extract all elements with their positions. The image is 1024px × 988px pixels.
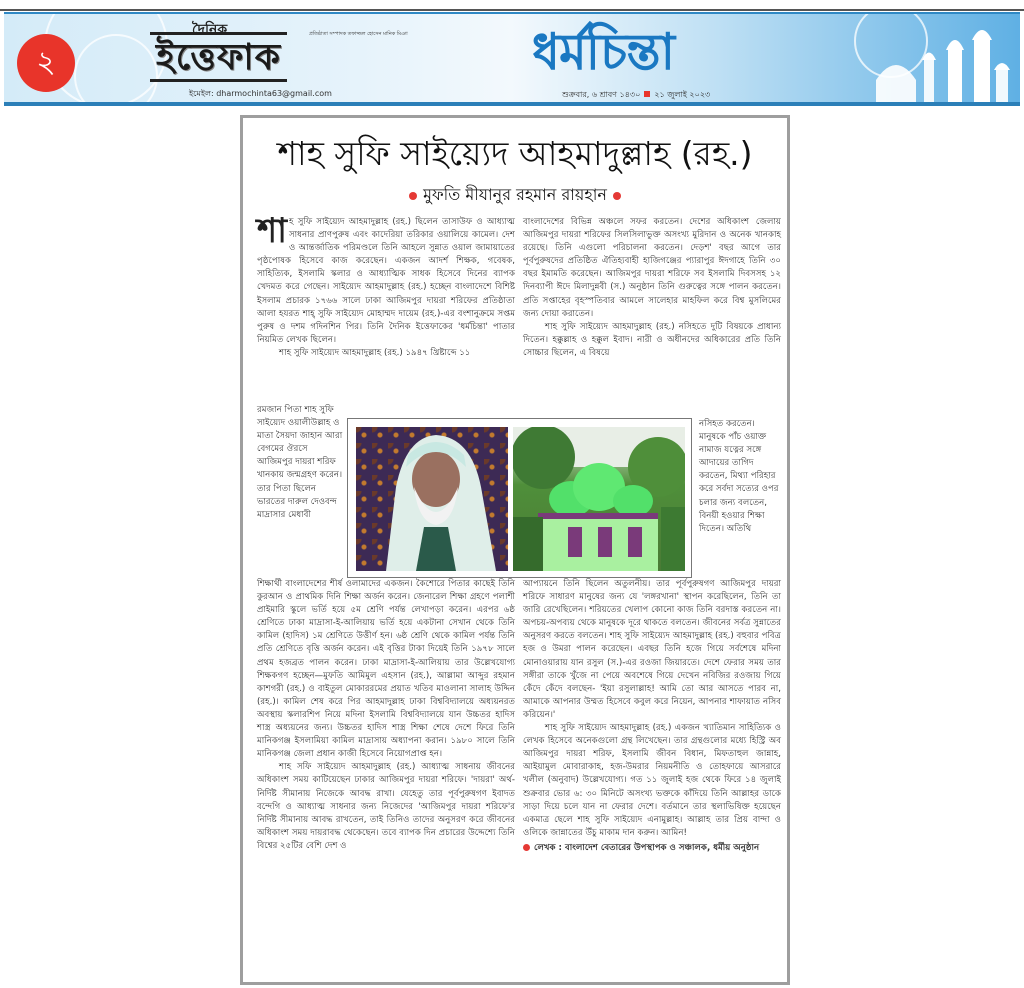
right-column-top (523, 216, 781, 416)
email-label: ইমেইল: (189, 89, 214, 98)
right-column-bottom (523, 578, 781, 978)
author-note-text: লেখক : বাংলাদেশ বেতারের উপস্থাপক ও সঞ্চালক, ধর্মীয় অনুষ্ঠান (534, 842, 760, 853)
photo-frame (347, 418, 692, 578)
portrait-image-icon (356, 427, 508, 571)
paragraph: বাংলাদেশের বিভিন্ন অঞ্চলে সফর করতেন। দেশের অধিকাংশ জেলায় আজিমপুর দায়রা শরিফের সিলসিলাভুক্ত অসংখ্য মুরিদান ও অনেক খানকাহ রয়েছে। তিনি এগুলো পরিচালনা করতেন। দেড়শ' বছর আগে তার পূর্বপুরুষদের প্রতিষ্ঠিত ঐতিহ্যবাহী হাজিগঞ্জের প্যারাপুর ঈদগাহে তিনি ৩০ বছর ইমামতি করেছেন। আজিমপুর দায়রা শরিফে সব ইসলামি দিবসসহ ১২ দিনব্যাপী ঈদে মিলাদুন্নবী (স.) অনুষ্ঠান তিনি গুরুত্বের সঙ্গে পালন করতেন। প্রতি সপ্তাহের বৃহস্পতিবার আমলে সালেহার মাহফিল করে বিশ্ব মুসলিমের জন্য দোয়া করাতেন। (523, 217, 781, 319)
newspaper-tagline: প্রতিষ্ঠাতা সম্পাদক তফাজ্জল হোসেন মানিক মিঞা (309, 31, 408, 37)
date-bangla: শুক্রবার, ৬ শ্রাবণ ১৪৩০ (562, 90, 641, 99)
page-number-badge: ২ (17, 34, 75, 92)
left-column-top (257, 211, 515, 401)
newspaper-logo: ইত্তেফাক (150, 32, 287, 82)
section-title: ধর্মচিন্তা (532, 23, 675, 81)
bullet-icon (409, 192, 417, 200)
paragraph: আপ্যায়নে তিনি ছিলেন অতুলনীয়। তার পূর্বপুরুষগণ আজিমপুর দায়রা শরিফে সাধারণ মানুষের জন্য যে 'লঙ্গরখানা' স্থাপন করেছিলেন, তিনি তা জারি রেখেছিলেন। শরিয়তের খেলাপ কোনো কাজ তিনি বরদাস্ত করতেন না। অপচয়-অপব্যয় থেকে মানুষকে দূরে থাকতে বলতেন। জীবনের সর্বত্র সুন্নাতের অনুসরণ করতে বলতেন। শাহ সুফি সাইয়্যেদ আহমাদুল্লাহ (রহ.) বহুবার পবিত্র হজ ও উমরা পালন করেছেন। এবছর তিনি হজে গিয়ে সর্বশেষে মদিনা মোনাওয়ারায় যান রসুল (স.)-এর রওজা জিয়ারতে। দেশে ফেরার সময় তার সঙ্গীরা তাকে খুঁজে না পেয়ে অবশেষে গিয়ে দেখেন নবিজির রওজায় গিয়ে কেঁদে কেঁদে বলছেন- 'ইয়া রসুলাল্লাহ! আমি তো আর আসতে পারব না, আমাকে আপনার উম্মত হিসেবে কবুল করে নিয়েন, আপনার শাফায়াত নসিব করিয়েন।' (523, 579, 781, 720)
mosque-photo (513, 427, 685, 571)
email-address[interactable]: dharmochinta63@gmail.com (216, 89, 332, 98)
mosque-illustration-icon (866, 20, 1016, 106)
paragraph: শাহ সফি সাইয়্যেদ আহমাদুল্লাহ (রহ.) আধ্যাত্ম সাধনায় জীবনের অধিকাংশ সময় কাটিয়েছেন ঢাকার আজিমপুর দায়রা শরিফে। 'দায়রা' অর্থ- নির্দিষ্ট সীমানায় নিজেকে আবদ্ধ রাখা। যেহেতু তার পূর্বপুরুষগণ ইবাদত বন্দেগি ও আধ্যাত্ম সাধনার জন্য নিজেদের 'আজিমপুর দায়রা শরিফে'র নির্দিষ্ট সীমানায় আবদ্ধ রাখতেন, তাই তিনিও তাদের অনুসরণ করে জীবনের অধিকাংশ সময় দায়রাবদ্ধ থেকেছেন। তবে ব্যাপক দিন প্রচারের উদ্দেশ্যে তিনি বিশ্বের ২৫টির বেশি দেশ ও (257, 762, 515, 851)
email-line (189, 88, 332, 101)
right-column-narrow (699, 418, 783, 576)
bullet-icon (613, 192, 621, 200)
page-header-banner (4, 12, 1020, 106)
paragraph: শিক্ষার্থী বাংলাদেশের শীর্ষ ওলামাদের একজন। কৈশোরে পিতার কাছেই তিনি কুরআন ও প্রাথমিক দিনি শিক্ষা অর্জন করেন। জেনারেল শিক্ষা গ্রহণে পলাশী প্রাইমারি স্কুলে ভর্তি হয়ে ৫ম শ্রেণি পর্যন্ত লেখাপড়া করেন। এরপর ৬ষ্ঠ শ্রেণিতে ঢাকা মাদ্রাসা-ই-আলিয়ায় ভর্তি হয়ে একটানা সেখান থেকে তিনি কামিল (হাদিস) ১ম শ্রেণিতে উত্তীর্ণ হন। ৬ষ্ঠ শ্রেণি থেকে কামিল পর্যন্ত তিনি প্রতি শ্রেণিতে বৃত্তি অর্জন করেন। এই বৃত্তির টাকা দিয়েই তিনি ১৯৭৮ সালে প্রথম হজব্রত পালন করেন। ঢাকা মাদ্রাসা-ই-আলিয়ায় তার উল্লেখযোগ্য শিক্ষকগণ হচ্ছেন—মুফতি আমিমুল এহসান (রহ.), আল্লামা আব্দুর রহমান কাশগরী (রহ.) ও বাইতুল মোকাররমের প্রয়াত খতিব মাওলানা সালাহ উদ্দিন (রহ.)। কামিল শেষ করে পির আহমাদুল্লাহ ঢাকা বিশ্ববিদ্যালয়ে অধ্যয়নরত অবস্থায় স্কলারশিপ নিয়ে মদিনা ইসলামি বিশ্ববিদ্যালয়ে যান উচ্চতর হাদিস শাস্ত্র অধ্যয়নের জন্য। উচ্চতর হাদিস শাস্ত্র শিক্ষা শেষে দেশে ফিরে তিনি মানিকগঞ্জ ইসলামিয়া কামিল মাদ্রাসায় অধ্যাপনা করান। ১৯৮০ সালে তিনি মানিকগঞ্জ জেলা প্রধান কাজী হিসেবে নিয়োগপ্রাপ্ত হন। (257, 579, 515, 760)
author-name: মুফতি মীযানুর রহমান রায়হান (423, 185, 607, 204)
top-edge (0, 0, 1024, 11)
newspaper-name-small: দৈনিক (192, 22, 228, 38)
author-note (523, 842, 781, 855)
bullet-icon (523, 844, 530, 851)
paragraph: শাহ সুফি সাইয়্যেদ আহমাদুল্লাহ (রহ.) ১৯৪৭ খ্রিষ্টাব্দে ১১ (279, 347, 471, 358)
paragraph: হ সুফি সাইয়্যেদ আহমাদুল্লাহ (রহ.) ছিলেন তাসাউফ ও আধ্যাত্ম সাধনার প্রাণপুরুষ এবং কাদেরিয়া তরিকার ওয়ালিয়ে কামেল। দেশ ও আন্তর্জাতিক পরিমণ্ডলে তিনি আহলে সুন্নাত ওয়াল জামায়াতের পৃষ্ঠপোষক হিসেবে কাজ করেছেন। একজন আদর্শ শিক্ষক, গবেষক, সাহিত্যিক, ইসলামি স্কলার ও আধ্যাত্মিক সাধক হিসেবে দিনের ব্যাপক খেদমত করে গেছেন। সাইয়্যেদ আহমাদুল্লাহ (রহ.) হচ্ছেন বাংলাদেশে বিশিষ্ট ইসলাম প্রচারক ১৭৬৬ সালে ঢাকা আজিমপুর দায়রা শরিফের প্রতিষ্ঠাতা আলা হযরত শাহ্ সুফি সাইয়্যেদ মোহাম্মদ দায়েম (রহ.)-এর বংশানুক্রমে সপ্তম পুরুষ ও দশম গদিনশিন পির। তিনি দৈনিক ইত্তেফাকের 'ধর্মচিন্তা' পাতার নিয়মিত লেখক ছিলেন। (257, 217, 515, 345)
portrait-photo (356, 427, 508, 571)
drop-cap: শা (257, 211, 287, 251)
left-column-narrow (257, 404, 345, 574)
mosque-image-icon (513, 427, 685, 571)
date-gregorian: ২১ জুলাই ২০২৩ (654, 90, 711, 99)
paragraph: রমজান পিতা শাহ সুফি সাইয়্যেদ ওয়ালীউল্লাহ ও মাতা সৈয়দা জাহান আরা বেগমের ঔরসে আজিমপুর দায়রা শরিফ খানকায় জন্মগ্রহণ করেন। তার পিতা ছিলেন ভারতের দারুল দেওবন্দ মাদ্রাসার মেধাবী (257, 405, 343, 520)
article-box (240, 115, 790, 985)
paragraph: নসিহত করতেন। মানুষকে পাঁচ ওয়াক্ত নামাজ যত্নের সঙ্গে আদায়ের তাগিদ করতেন, মিথ্যা পরিহার করে সর্বদা সত্যের ওপর চলার জন্য বলতেন, বিনয়ী হওয়ার শিক্ষা দিতেন। অতিথি (699, 419, 779, 534)
dateline (562, 89, 710, 102)
paragraph: শাহ সুফি সাইয়্যেদ আহমাদুল্লাহ (রহ.) নসিহতে দুটি বিষয়কে প্রাধান্য দিতেন। হক্কুল্লাহ ও হক্কুল ইবাদ। নারী ও অধীনদের অধিকারের প্রতি তিনি সোচ্চার ছিলেন, এ বিষয়ে (523, 321, 781, 358)
article-byline (243, 182, 787, 209)
left-column-bottom (257, 578, 515, 978)
article-headline: শাহ সুফি সাইয়্যেদ আহমাদুল্লাহ (রহ.) (277, 134, 753, 173)
paragraph: শাহ সুফি সাইয়্যেদ আহমাদুল্লাহ (রহ.) একজন খ্যাতিমান সাহিত্যিক ও লেখক হিসেবে অনেকগুলো গ্রন্থ লিখেছেন। তার গ্রন্থগুলোর মধ্যে হিস্ট্রি অব আজিমপুর দায়রা শরিফ, ইসলামি জীবন বিধান, মিফতাহুল জান্নাহ, আইয়ামুল মোবারাকাহ, হজ-উমরার নিয়মনীতি ও তোহফায়ে আসরারে খলীল (অনুবাদ) উল্লেখযোগ্য। গত ১১ জুলাই হজ থেকে ফিরে ১৪ জুলাই শুক্রবার ভোর ৬: ৩০ মিনিটে অসংখ্য ভক্তকে কাঁদিয়ে তিনি আল্লাহর ডাকে সাড়া দিয়ে চলে যান না ফেরার দেশে। বর্তমানে তার স্থলাভিষিক্ত হয়েছেন একমাত্র ছেলে শাহ সুফি সাইয়্যেদ এনামুল্লাহ। আল্লাহ তার প্রিয় বান্দা ও ওলিকে জান্নাতের উঁচু মাকাম দান করুন। আমিন! (523, 723, 781, 838)
date-separator-icon (644, 91, 650, 97)
